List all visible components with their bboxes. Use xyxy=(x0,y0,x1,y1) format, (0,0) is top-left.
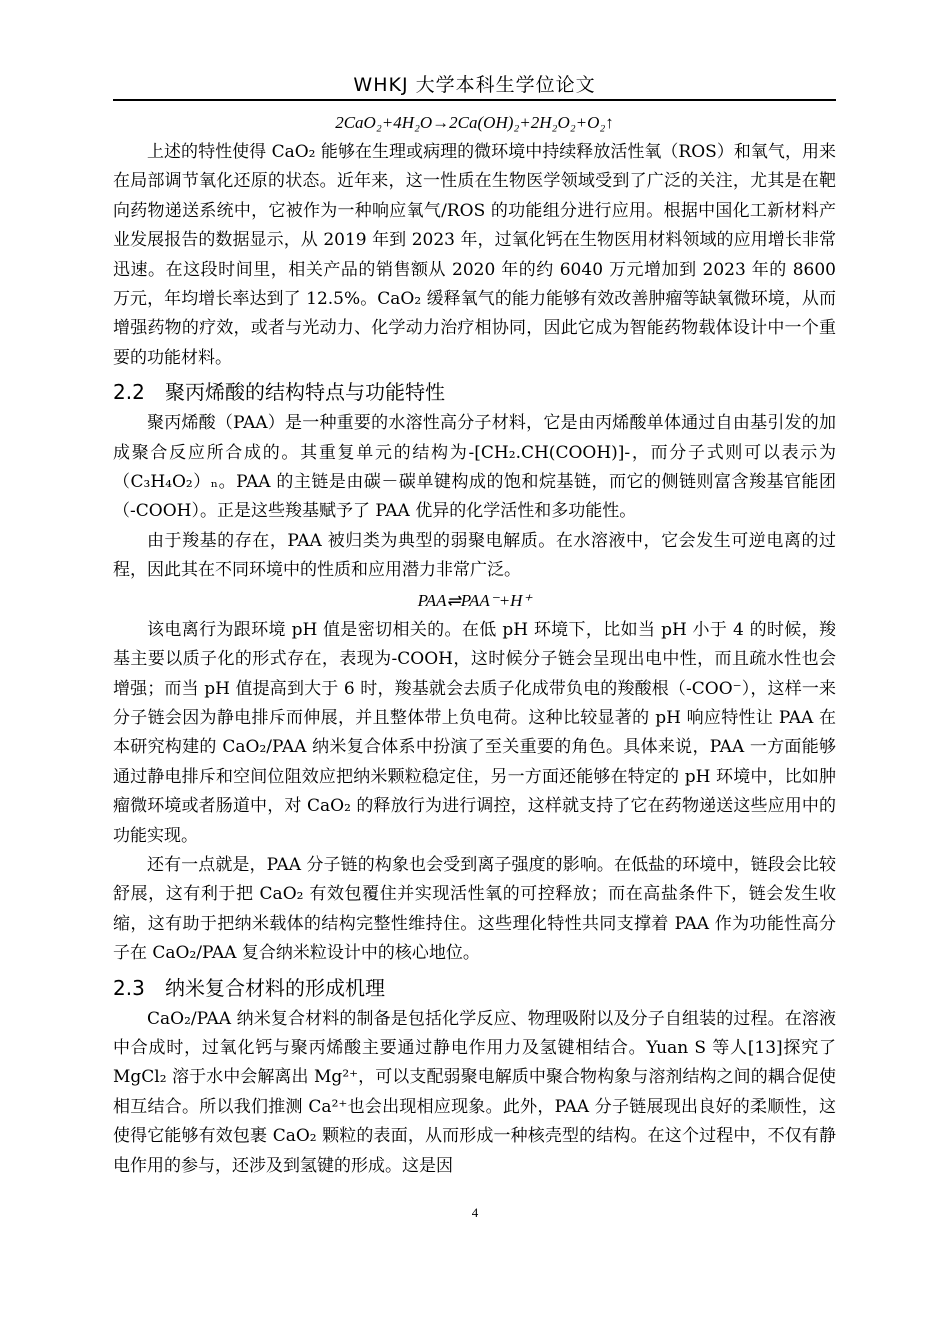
paragraph-paa-electrolyte: 由于羧基的存在，PAA 被归类为典型的弱聚电解质。在水溶液中，它会发生可逆电离的过程，因此其在不同环境中的性质和应用潜力非常广泛。 xyxy=(113,530,836,581)
equation-cao2-hydrolysis: 2CaO₂+4H₂O→2Ca(OH)₂+2H₂O₂+O₂↑ xyxy=(335,113,614,132)
paragraph-cao2-properties: 上述的特性使得 CaO₂ 能够在生理或病理的微环境中持续释放活性氧（ROS）和氧气，用来在局部调节氧化还原的状态。近年来，这一性质在生物医学领域受到了广泛的关注，尤其是在靶向药物递送系统中，它被作为一种响应氧气/ROS 的功能组分进行应用。根据中国化工新材料产业发展报告的数据显示，从 2019 年到 2023 年，过氧化钙在生物医用材料领域的应用增长非常迅速。在这段时间里，相关产品的销售额从 2020 年的约 6040 万元增加到 2023 年的 8600 万元，年均增长率达到了 12.5%。CaO₂ 缓释氧气的能力能够有效改善肿瘤等缺氧微环境，从而增强药物的疗效，或者与光动力、化学动力治疗相协同，因此它成为智能药物载体设计中一个重要的功能材料。 xyxy=(113,142,836,368)
section-heading-2-3 xyxy=(113,973,836,1003)
paragraph-formation-mechanism: CaO₂/PAA 纳米复合材料的制备是包括化学反应、物理吸附以及分子自组装的过程。在溶液中合成时，过氧化钙与聚丙烯酸主要通过静电作用力及氢键相结合。Yuan S 等人[13]探究了 MgCl₂ 溶于水中会解离出 Mg²⁺，可以支配弱聚电解质中聚合物构象与溶剂结构之间的耦合促使相互结合。所以我们推测 Ca²⁺也会出现相应现象。此外，PAA 分子链展现出良好的柔顺性，这使得它能够有效包裹 CaO₂ 颗粒的表面，从而形成一种核壳型的结构。在这个过程中，不仅有静电作用的参与，还涉及到氢键的形成。这是因 xyxy=(113,1008,836,1176)
paragraph-ionic-strength: 还有一点就是，PAA 分子链的构象也会受到离子强度的影响。在低盐的环境中，链段会比较舒展，这有利于把 CaO₂ 有效包覆住并实现活性氧的可控释放；而在高盐条件下，链会发生收缩，这有助于把纳米载体的结构完整性维持住。这些理化特性共同支撑着 PAA 作为功能性高分子在 CaO₂/PAA 复合纳米粒设计中的核心地位。 xyxy=(113,854,836,964)
page-number: 4 xyxy=(471,1205,479,1220)
header-rule xyxy=(113,99,836,101)
section-title: 聚丙烯酸的结构特点与功能特性 xyxy=(165,380,445,405)
section-title: 纳米复合材料的形成机理 xyxy=(165,975,385,1000)
paragraph-ph-response: 该电离行为跟环境 pH 值是密切相关的。在低 pH 环境下，比如当 pH 小于 4 的时候，羧基主要以质子化的形式存在，表现为-COOH，这时候分子链会呈现出电中性，而且疏水性也会增强；而当 pH 值提高到大于 6 时，羧基就会去质子化成带负电的羧酸根（-COO⁻），这样一来分子链会因为静电排斥而伸展，并且整体带上负电荷。这种比较显著的 pH 响应特性让 PAA 在本研究构建的 CaO₂/PAA 纳米复合体系中扮演了至关重要的角色。具体来说，PAA 一方面能够通过静电排斥和空间位阻效应把纳米颗粒稳定住，另一方面还能够在特定的 pH 环境中，比如肿瘤微环境或者肠道中，对 CaO₂ 的释放行为进行调控，这样就支持了它在药物递送这些应用中的功能实现。 xyxy=(113,619,836,846)
section-number: 2.2 xyxy=(113,380,145,405)
paragraph-paa-structure: 聚丙烯酸（PAA）是一种重要的水溶性高分子材料，它是由丙烯酸单体通过自由基引发的加成聚合反应所合成的。其重复单元的结构为-[CH₂.CH(COOH)]-，而分子式则可以表示为（C₃H₄O₂）ₙ。PAA 的主链是由碳－碳单键构成的饱和烷基链，而它的侧链则富含羧基官能团（-COOH）。正是这些羧基赋予了 PAA 优异的化学活性和多功能性。 xyxy=(113,413,836,522)
body-text xyxy=(113,108,836,1181)
page-header: WHKJ 大学本科生学位论文 xyxy=(353,74,596,96)
section-heading-2-2 xyxy=(113,377,836,407)
equation-paa-ionization: PAA⇌PAA⁻+H⁺ xyxy=(417,590,532,610)
section-number: 2.3 xyxy=(113,975,145,1000)
